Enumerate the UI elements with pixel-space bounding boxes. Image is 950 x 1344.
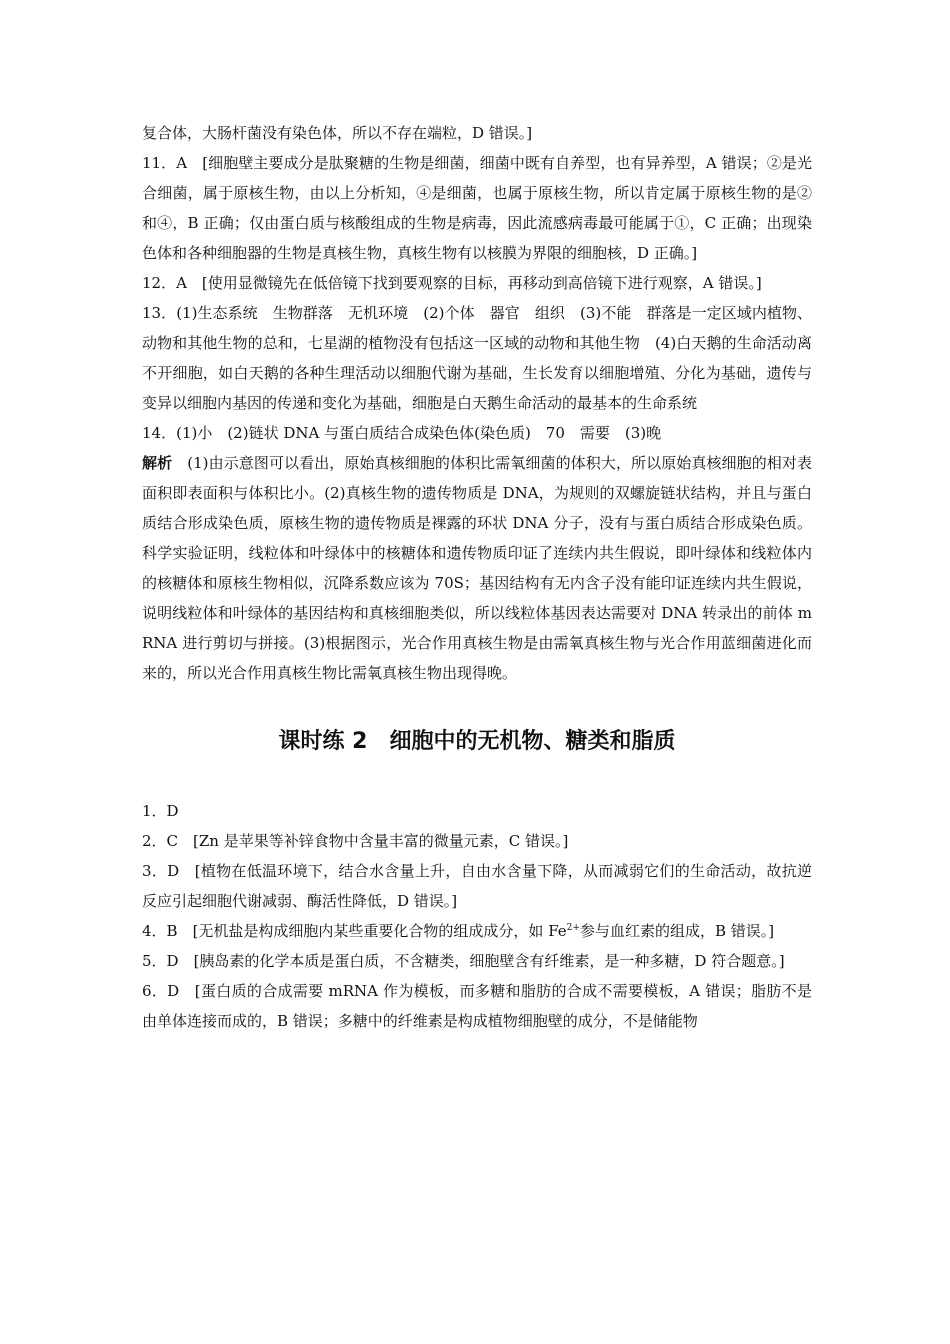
analysis-paragraph (142, 448, 812, 688)
analysis-label: 解析 (142, 454, 173, 472)
document-page (142, 118, 812, 1036)
section-title: 课时练 2 细胞中的无机物、糖类和脂质 (278, 729, 676, 754)
analysis-text: (1)由示意图可以看出，原始真核细胞的体积比需氧细菌的体积大，所以原始真核细胞的相对表面积即表面积与体积比小。(2)真核生物的遗传物质是 DNA，为规则的双螺旋链状结构，并且与蛋白质结合形成染色质，原核生物的遗传物质是裸露的环状 DNA 分子，没有与蛋白质结合形成染色质。科学实验证明，线粒体和叶绿体中的核糖体和遗传物质印证了连续内共生假说，即叶绿体和线粒体内的核糖体和原核生物相似，沉降系数应该为 70S；基因结构有无内含子没有能印证连续内共生假说，说明线粒体和叶绿体的基因结构和真核细胞类似，所以线粒体基因表达需要对 DNA 转录出的前体 mRNA 进行剪切与拼接。(3)根据图示，光合作用真核生物是由需氧真核生物与光合作用蓝细菌进化而来的，所以光合作用真核生物比需氧真核生物出现得晚。 (142, 454, 812, 682)
continued-answer: 复合体，大肠杆菌没有染色体，所以不存在端粒，D 错误。] (142, 124, 533, 142)
fe-charge: 2+ (566, 923, 580, 933)
answer-4-after: 参与血红素的组成，B 错误。] (579, 922, 775, 940)
answer-4-before: 4．B [无机盐是构成细胞内某些重要化合物的组成成分，如 Fe (142, 922, 567, 940)
answer-12: 12．A [使用显微镜先在低倍镜下找到要观察的目标，再移动到高倍镜下进行观察，A 错误。] (142, 274, 762, 292)
answer-13: 13．(1)生态系统 生物群落 无机环境 (2)个体 器官 组织 (3)不能 群落是一定区域内植物、动物和其他生物的总和，七星湖的植物没有包括这一区域的动物和其他生物 (4)白天鹅的生命活动离不开细胞，如白天鹅的各种生理活动以细胞代谢为基础，生长发育以细胞增殖、分化为基础，遗传与变异以细胞内基因的传递和变化为基础，细胞是白天鹅生命活动的最基本的生命系统 (142, 304, 812, 412)
answer-1: 1．D (142, 802, 179, 820)
answer-11: 11．A [细胞壁主要成分是肽聚糖的生物是细菌，细菌中既有自养型，也有异养型，A 错误；②是光合细菌，属于原核生物，由以上分析知，④是细菌，也属于原核生物，所以肯定属于原核生物的是②和④，B 正确；仅由蛋白质与核酸组成的生物是病毒，因此流感病毒最可能属于①，C 正确；出现染色体和各种细胞器的生物是真核生物，真核生物有以核膜为界限的细胞核，D 正确。] (142, 154, 812, 262)
answer-6: 6．D [蛋白质的合成需要 mRNA 作为模板，而多糖和脂肪的合成不需要模板，A 错误；脂肪不是由单体连接而成的，B 错误；多糖中的纤维素是构成植物细胞壁的成分，不是储能物 (142, 982, 812, 1030)
answer-3: 3．D [植物在低温环境下，结合水含量上升，自由水含量下降，从而减弱它们的生命活动，故抗逆反应引起细胞代谢减弱、酶活性降低，D 错误。] (142, 862, 812, 910)
answer-5: 5．D [胰岛素的化学本质是蛋白质，不含糖类，细胞壁含有纤维素，是一种多糖，D 符合题意。] (142, 952, 785, 970)
answer-4 (142, 916, 812, 946)
answer-2: 2．C [Zn 是苹果等补锌食物中含量丰富的微量元素，C 错误。] (142, 832, 569, 850)
answer-14: 14．(1)小 (2)链状 DNA 与蛋白质结合成染色体(染色质) 70 需要 (3)晚 (142, 424, 662, 442)
